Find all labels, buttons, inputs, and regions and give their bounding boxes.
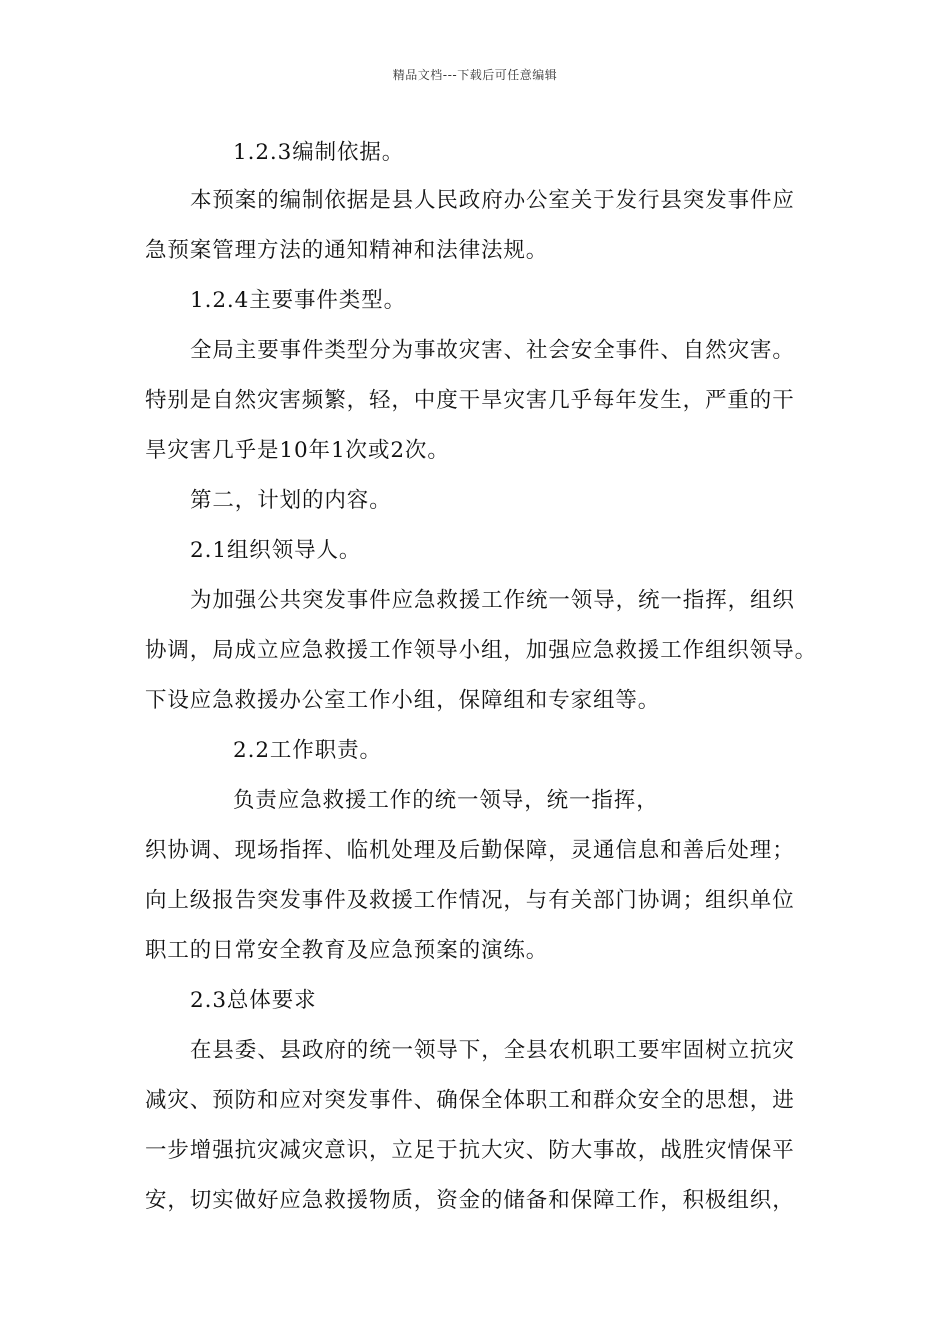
paragraph-line: 职工的日常安全教育及应急预案的演练。 [145,938,549,963]
paragraph-line: 安，切实做好应急救援物质，资金的储备和保障工作，积极组织， [145,1188,795,1213]
paragraph-line: 下设应急救援办公室工作小组，保障组和专家组等。 [145,688,661,713]
paragraph-line: 急预案管理方法的通知精神和法律法规。 [145,238,549,263]
heading-1-2-3: 1.2.3编制依据。 [233,140,405,165]
section-heading: 第二，计划的内容。 [190,488,392,513]
heading-2-2: 2.2工作职责。 [233,738,382,763]
heading-2-1: 2.1组织领导人。 [190,538,362,563]
paragraph-line: 特别是自然灾害频繁，轻，中度干旱灾害几乎每年发生，严重的干 [145,388,795,413]
paragraph-line: 向上级报告突发事件及救援工作情况，与有关部门协调；组织单位 [145,888,795,913]
page-header: 精品文档---下载后可任意编辑 [392,68,558,82]
paragraph-line: 负责应急救援工作的统一领导，统一指挥， [233,788,659,813]
paragraph-line: 一步增强抗灾减灾意识，立足于抗大灾、防大事故，战胜灾情保平 [145,1138,795,1163]
heading-1-2-4: 1.2.4主要事件类型。 [190,288,407,313]
paragraph-line: 旱灾害几乎是10年1次或2次。 [145,438,450,463]
paragraph-line: 协调，局成立应急救援工作领导小组，加强应急救援工作组织领导。 [145,638,818,663]
paragraph-line: 织协调、现场指挥、临机处理及后勤保障，灵通信息和善后处理； [145,838,795,863]
paragraph-line: 全局主要事件类型分为事故灾害、社会安全事件、自然灾害。 [190,338,795,363]
heading-2-3: 2.3总体要求 [190,988,317,1013]
paragraph-line: 在县委、县政府的统一领导下，全县农机职工要牢固树立抗灾 [190,1038,795,1063]
paragraph-line: 为加强公共突发事件应急救援工作统一领导，统一指挥，组织 [190,588,795,613]
paragraph-line: 本预案的编制依据是县人民政府办公室关于发行县突发事件应 [190,188,795,213]
paragraph-line: 减灾、预防和应对突发事件、确保全体职工和群众安全的思想，进 [145,1088,795,1113]
